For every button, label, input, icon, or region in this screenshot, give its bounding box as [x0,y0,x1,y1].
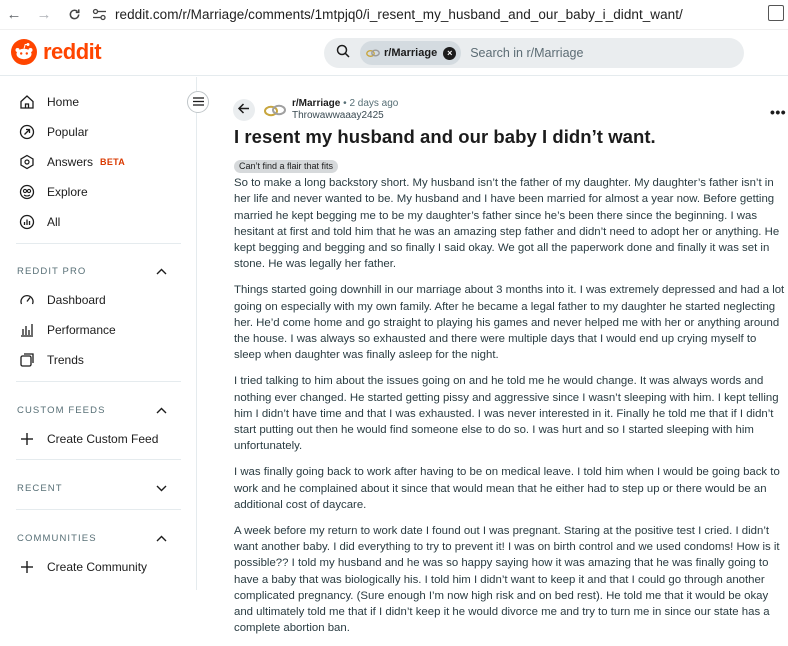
chip-label: r/Marriage [384,47,438,59]
arrow-left-icon [238,101,250,119]
sidebar-item-answers[interactable] [18,151,125,173]
sidebar-item-create-community[interactable] [18,556,147,578]
more-options-icon[interactable]: ••• [770,104,787,120]
sidebar-item-label: Home [47,95,80,109]
search-icon [336,44,350,63]
sidebar-item-label: All [47,215,61,229]
section-header-custom-feeds[interactable] [17,402,167,418]
post-paragraph: I tried talking to him about the issues going on and he told me he would change. It was always words and nothing ever changed. He started getting pissy and aggressive since I wasn’t sleeping with him. I kept telling him I didn’t have time and that I was exhausted. I was never interested in it. Finally he told me that if I didn’t start putting out then he would find someone else to do so. I was hurt and so I started sleeping with him unfortunately. [234,375,779,453]
sidebar-item-explore[interactable] [18,181,88,203]
sidebar-divider [16,459,181,460]
section-label: RECENT [17,482,63,494]
section-header-recent[interactable] [17,480,167,496]
section-header-communities[interactable] [17,530,167,546]
sidebar-item-label: Create Custom Feed [47,432,159,446]
sidebar-item-all[interactable] [18,211,60,233]
post-meta [292,98,398,122]
sidebar-item-trends[interactable] [18,349,84,371]
reddit-logo[interactable] [11,39,101,65]
sidebar-item-label: Popular [47,125,89,139]
back-arrow-icon[interactable]: ← [6,6,22,23]
sidebar-item-performance[interactable] [18,319,116,341]
explore-icon [18,183,36,201]
post-paragraph: I was finally going back to work after having to be on medical leave. I told him when I would be going back to work and he complained about it since that would mean that he either had to step up or there would be an additional cost of daycare. [234,466,780,511]
section-label: COMMUNITIES [17,532,97,544]
subreddit-link[interactable]: r/Marriage [292,98,341,109]
search-input[interactable] [470,46,710,60]
dashboard-gauge-icon [18,291,36,309]
sidebar-divider [16,243,181,244]
browser-toolbar [0,0,788,30]
reload-icon[interactable] [64,5,84,25]
sidebar-divider [16,509,181,510]
post-title: I resent my husband and our baby I didn’t want. [234,126,656,147]
sidebar-divider [16,381,181,382]
plus-icon [18,430,36,448]
sidebar-item-label: Trends [47,353,84,367]
url-text[interactable]: reddit.com/r/Marriage/comments/1mtpjq0/i_resent_my_husband_and_our_baby_i_didnt_want/ [115,7,683,22]
post-paragraph: A week before my return to work date I found out I was pregnant. Staring at the positive test I cried. I didn’t want another baby. I did everything to try to prevent it! I was on birth control and we used condoms! How is it possible?? I told my husband and he was so happy saying how it was amazing that he was finally going to have a baby that was biologically his. I told him I didn’t want to keep it and that I could go through another complicated pregnancy. (Sure enough I’m now high risk and on bed rest). He told me that it would be okay and ultimately told me that if I didn’t keep it he would divorce me and try to turn me in since our state has a complete abortion ban. [234,524,780,635]
forward-arrow-icon[interactable]: → [36,6,52,23]
chevron-up-icon[interactable] [156,401,167,419]
sidebar-item-label: Dashboard [47,293,106,307]
address-bar[interactable] [92,7,683,22]
chevron-up-icon[interactable] [156,529,167,547]
post-back-button[interactable] [233,99,255,121]
meta-separator: • [343,98,347,109]
popular-icon [18,123,36,141]
home-icon [18,93,36,111]
bar-chart-icon [18,321,36,339]
sidebar-item-label: Explore [47,185,88,199]
chevron-up-icon[interactable] [156,262,167,280]
section-label: REDDIT PRO [17,265,87,277]
reddit-snoo-icon [11,39,37,65]
post-time: 2 days ago [349,98,399,109]
subreddit-rings-icon [366,48,380,58]
reddit-wordmark: reddit [43,39,102,64]
sidebar-item-create-custom-feed[interactable] [18,428,158,450]
beta-badge: BETA [100,157,126,167]
post-paragraph: So to make a long backstory short. My husband isn’t the father of my daughter. My daughter’s father isn’t in her life and never wanted to be. My husband and I have been married for almost a year now. Before getting married he kept begging me to be my daughter’s father since he’s been there since the beginning. I was hesitant at first and told him that he was an amazing step father and didn’t need to adopt her or anything. He kept begging and begging and so finally I said okay. We got all the paperwork done and finally it was set in stone. He was legally her father. [234,177,780,271]
post-header [233,98,398,122]
section-label: CUSTOM FEEDS [17,404,106,416]
screen-cast-icon[interactable] [768,5,784,21]
section-header-reddit-pro[interactable] [17,263,167,279]
search-bar[interactable] [324,38,744,68]
sidebar-item-popular[interactable] [18,121,88,143]
all-icon [18,213,36,231]
close-icon[interactable]: × [443,47,456,60]
sidebar-collapse-button[interactable] [187,91,209,113]
answers-icon [18,153,36,171]
author-link[interactable]: Throwawwaaay2425 [292,110,384,121]
left-sidebar [0,77,197,590]
reddit-header [0,30,788,76]
chevron-down-icon[interactable] [156,479,167,497]
sidebar-item-label: Answers [47,155,94,169]
plus-icon [18,558,36,576]
sidebar-item-dashboard[interactable] [18,289,106,311]
sidebar-item-home[interactable] [18,91,79,113]
trends-icon [18,351,36,369]
post-flair[interactable]: Can’t find a flair that fits [234,160,338,173]
subreddit-rings-icon[interactable] [263,98,287,122]
sidebar-item-label: Create Community [47,560,148,574]
post-paragraph: Things started going downhill in our marriage about 3 months into it. I was extremely depressed and had a lot going on especially with my own family. After he became a legal father to my daughter he started neglecting her. He’d come home and go straight to playing his games and never helped me with her or anything around the house. I was always so exhausted and there were multiple days that I would end up crying myself to sleep when daughter was finally asleep for the night. [234,284,785,362]
menu-icon [193,93,204,111]
subreddit-search-chip[interactable] [360,41,461,65]
post-body [234,175,786,646]
sidebar-item-label: Performance [47,323,116,337]
site-settings-icon[interactable] [92,8,107,21]
